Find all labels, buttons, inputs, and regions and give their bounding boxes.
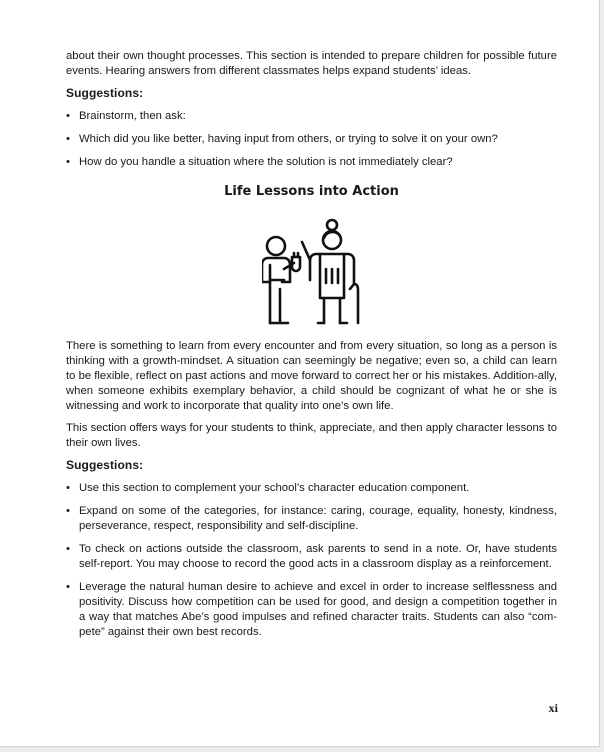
list-item: • Leverage the natural human desire to achieve and excel in order to increase selflessness and positivity. Discuss how competition can be used for good, and design a competition together in a way that matches Abe’s good impulses and refined character traits. Students can also “com-pete” against their own best records.: [66, 580, 557, 640]
list-item: • Use this section to complement your school’s character education component.: [66, 481, 557, 496]
child-and-grandparent-icon: [262, 209, 362, 327]
body-paragraph: This section offers ways for your students to think, appreciate, and then apply character lessons to their own lives.: [66, 422, 557, 449]
page-number: xi: [548, 701, 558, 715]
list-item: • Which did you like better, having input from others, or trying to solve it on your own?: [66, 132, 557, 147]
suggestions-list: [66, 481, 557, 640]
suggestions-heading: Suggestions:: [66, 86, 144, 100]
list-item: • Expand on some of the categories, for instance: caring, courage, equality, honesty, kindness, perseverance, respect, responsibility and self-discipline.: [66, 504, 557, 534]
suggestions-heading: Suggestions:: [66, 458, 144, 472]
page-content: [66, 49, 557, 648]
intro-paragraph: about their own thought processes. This section is intended to prepare children for possible future events. Hearing answers from different classmates helps expand students’ ideas.: [66, 50, 557, 77]
list-item: • To check on actions outside the classroom, ask parents to send in a note. Or, have students self-report. You may choose to record the good acts in a classroom display as a reinforcement.: [66, 542, 557, 572]
body-paragraph: There is something to learn from every encounter and from every situation, so long as a person is thinking with a growth-mindset. A situation can seemingly be negative; even so, a child can learn to be flexible, reflect on past actions and move forward to correct her or his mistakes. Addition-ally, when someone exhibits exemplary behavior, a child should be cognizant of what he or she is witnessing and work to incorporate that quality into one’s own life.: [66, 340, 557, 412]
suggestions-list: [66, 109, 557, 170]
section-title: Life Lessons into Action: [224, 184, 399, 199]
list-item: • How do you handle a situation where the solution is not immediately clear?: [66, 155, 557, 170]
list-item: • Brainstorm, then ask:: [66, 109, 557, 124]
